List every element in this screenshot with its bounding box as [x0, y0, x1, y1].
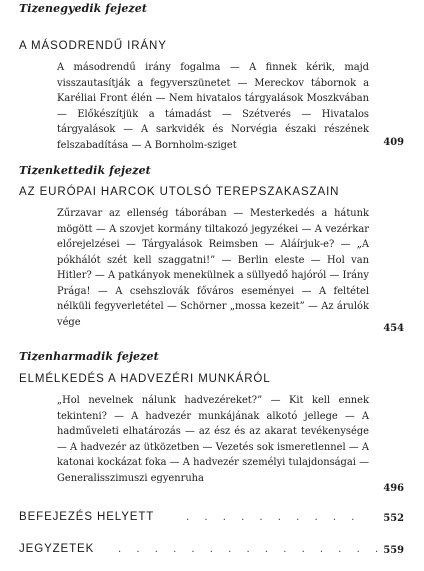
- chapter-11-summary: A másodrendű irány fogalma — A finnek kérik, majd visszautasítják a fegyverszünetet — Mereckov tábornok a Karéliai Front élén — Nem hivatalos tárgyalások Moszkvában — Előkészítjük a támadást — Szétverés — Hivatalos tárgyalások — A sarkvidék és Norvégia északi részének felszabadítása — A Bornholm-sziget: [57, 62, 369, 151]
- chapter-13-summary: „Hol nevelnek nálunk hadvezéreket?” — Kit kell ennek tekinteni? — A hadvezér munkájának alkotó jellege — A hadműveleti elhatározás — az ész és az akarat tevékenysége — A hadvezér az ütközetben — Vezetés sok ismeretlennel — A katonai kockázat foka — A hadvezér személyi tulajdonságai — Generalisszimuszi egyenruha: [57, 395, 369, 484]
- chapter-12-title: AZ EURÓPAI HARCOK UTOLSÓ TEREPSZAKASZAIN: [19, 186, 340, 198]
- toc-entry-jegyzetek: JEGYZETEK: [19, 543, 95, 555]
- chapter-11-page: 409: [383, 137, 404, 148]
- chapter-13-label: Tizenharmadik fejezet: [19, 350, 159, 363]
- chapter-11-label: Tizenegyedik fejezet: [19, 2, 148, 15]
- chapter-13-title: ELMÉLKEDÉS A HADVEZÉRI MUNKÁRÓL: [19, 373, 271, 385]
- chapter-12-label: Tizenkettedik fejezet: [19, 164, 151, 177]
- chapter-13-page: 496: [383, 483, 404, 494]
- toc-entry-jegyzetek-page: 559: [383, 545, 404, 556]
- leader-dots: . . . . . . . . . . . . . . .: [118, 544, 385, 555]
- toc-entry-befejezes: BEFEJEZÉS HELYETT: [19, 511, 155, 523]
- chapter-12-page: 454: [383, 323, 404, 334]
- chapter-12-summary: Zűrzavar az ellenség táborában — Mesterkedés a hátunk mögött — A szovjet kormány tiltakozó jegyzékei — A vezérkar előrejelzései — Tárgyalások Reimsben — Aláírjuk-e? — „A pókhálót szét kell szaggatni!” — Berlin eleste — Hol van Hitler? — A patkányok menekülnek a süllyedő hajóról — Irány Prága! — A csehszlovák főváros eseményei — A feltétel nélküli fegyverletétel — Schörner „mossa kezeit” — Az árulók vége: [57, 208, 369, 328]
- chapter-11-title: A MÁSODRENDŰ IRÁNY: [19, 40, 167, 52]
- toc-entry-befejezes-page: 552: [383, 513, 404, 524]
- leader-dots: . . . . . . . . . .: [186, 512, 361, 523]
